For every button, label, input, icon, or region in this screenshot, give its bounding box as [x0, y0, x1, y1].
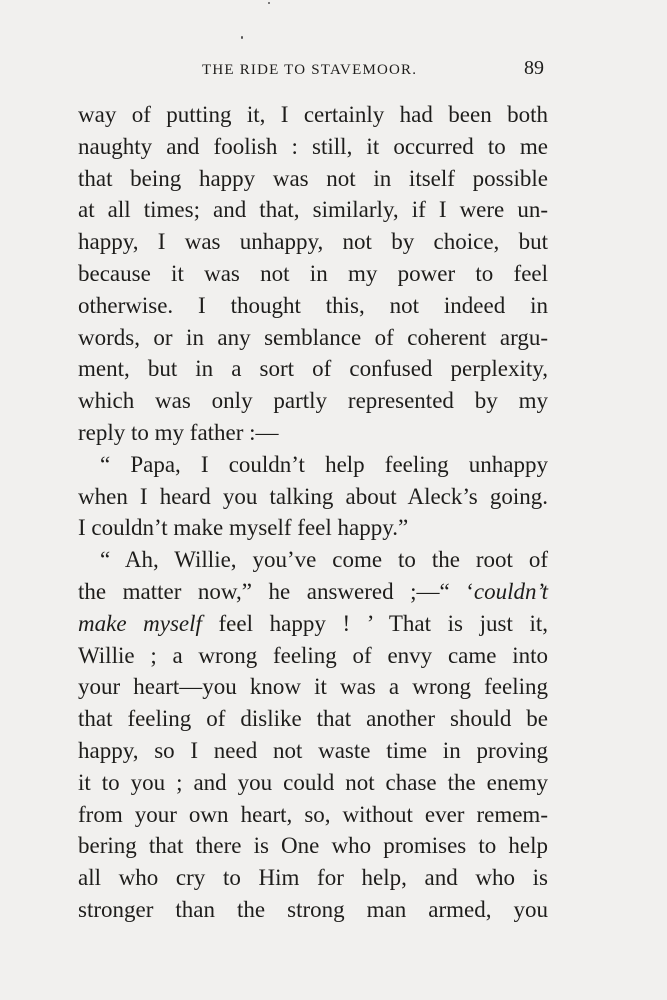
text-line: “ Papa, I couldn’t help feeling unhappy	[100, 451, 548, 477]
text-line: stronger than the strong man armed, you	[78, 896, 548, 922]
text-line: reply to my father :—	[78, 419, 279, 445]
text-line: which was only partly represented by my	[78, 388, 548, 414]
text-line-mixed	[78, 608, 548, 640]
text-line: otherwise. I thought this, not indeed in	[78, 292, 548, 318]
running-header-title: THE RIDE TO STAVEMOOR.	[202, 62, 418, 78]
body-text	[78, 99, 548, 926]
text-line: Willie ; a wrong feeling of envy came into	[78, 642, 548, 668]
text-line: words, or in any semblance of coherent argu-	[78, 324, 548, 350]
page-number: 89	[524, 57, 544, 79]
text-line: from your own heart, so, without ever remem-	[78, 801, 548, 827]
text-line: way of putting it, I certainly had been both	[78, 102, 548, 127]
emphasis-text: couldn’t	[473, 578, 548, 604]
text-line: it to you ; and you could not chase the enemy	[78, 769, 548, 795]
text-line: that being happy was not in itself possible	[78, 165, 548, 191]
text-line: ment, but in a sort of confused perplexity,	[78, 356, 548, 382]
text-line-mixed	[78, 576, 548, 608]
text-line: at all times; and that, similarly, if I were un-	[78, 197, 548, 223]
text-line: I couldn’t make myself feel happy.”	[78, 515, 409, 541]
text-line: bering that there is One who promises to help	[78, 833, 548, 859]
text-line: happy, so I need not waste time in proving	[78, 737, 548, 763]
text-line: that feeling of dislike that another should be	[78, 706, 548, 732]
print-speck	[241, 36, 243, 39]
text-line: happy, I was unhappy, not by choice, but	[78, 229, 548, 255]
text-line: your heart—you know it was a wrong feeling	[78, 674, 548, 700]
text-run: the matter now,” he answered ;—“ ‘	[78, 578, 474, 604]
emphasis-text: make myself	[78, 610, 202, 636]
text-line: all who cry to Him for help, and who is	[78, 865, 548, 891]
text-line: “ Ah, Willie, you’ve come to the root of	[100, 547, 548, 573]
text-line: because it was not in my power to feel	[78, 260, 548, 286]
text-run: feel happy ! ’ That is just it,	[201, 610, 548, 636]
text-line: when I heard you talking about Aleck’s going.	[78, 483, 548, 509]
print-speck	[268, 2, 270, 4]
text-line: naughty and foolish : still, it occurred to me	[78, 133, 548, 159]
